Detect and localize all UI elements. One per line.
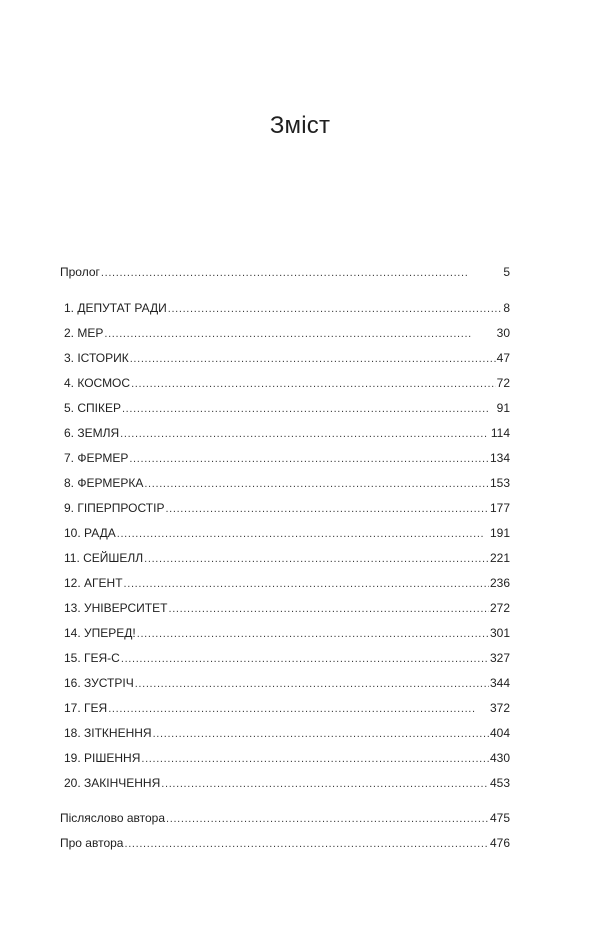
toc-entry-chapter[interactable]	[60, 521, 510, 546]
toc-dot-leader	[141, 747, 489, 772]
toc-entry-chapter[interactable]	[60, 446, 510, 471]
toc-dot-leader	[168, 297, 503, 322]
toc-chapters-section	[60, 296, 510, 796]
toc-entry-page: 91	[496, 401, 510, 415]
toc-entry-page: 191	[489, 526, 510, 540]
toc-entry-page: 453	[489, 776, 510, 790]
toc-entry-label: 18. ЗІТКНЕННЯ	[64, 726, 152, 740]
toc-entry-chapter[interactable]	[60, 396, 510, 421]
toc-dot-leader	[104, 322, 495, 347]
toc-dot-leader	[101, 261, 502, 286]
toc-entry-label: 17. ГЕЯ	[64, 701, 108, 715]
toc-entry-label: 20. ЗАКІНЧЕННЯ	[64, 776, 161, 790]
toc-entry-chapter[interactable]	[60, 571, 510, 596]
page-title: Зміст	[269, 112, 331, 139]
toc-entry-label: 1. ДЕПУТАТ РАДИ	[64, 301, 167, 315]
toc-dot-leader	[131, 372, 496, 397]
toc-entry-page: 236	[489, 576, 510, 590]
toc-entry-page: 72	[496, 376, 510, 390]
toc-entry-page: 372	[489, 701, 510, 715]
toc-dot-leader	[153, 722, 489, 747]
toc-entry-page: 153	[489, 476, 510, 490]
toc-entry-label: 13. УНІВЕРСИТЕТ	[64, 601, 168, 615]
toc-dot-leader	[135, 672, 489, 697]
toc-dot-leader	[120, 422, 490, 447]
toc-entry-label: Про автора	[60, 836, 124, 850]
toc-dot-leader	[124, 572, 489, 597]
toc-entry-page: 134	[489, 451, 510, 465]
toc-dot-leader	[168, 597, 488, 622]
toc-entry-chapter[interactable]	[60, 371, 510, 396]
toc-entry-chapter[interactable]	[60, 746, 510, 771]
toc-entry-label: 11. СЕЙШЕЛЛ	[64, 551, 144, 565]
toc-entry-page: 475	[489, 811, 510, 825]
toc-entry-chapter[interactable]	[60, 546, 510, 571]
toc-entry-chapter[interactable]	[60, 421, 510, 446]
toc-entry-chapter[interactable]	[60, 721, 510, 746]
toc-entry-about-author[interactable]	[60, 831, 510, 856]
toc-entry-page: 177	[489, 501, 510, 515]
toc-entry-page: 476	[489, 836, 510, 850]
toc-entry-label: 5. СПІКЕР	[64, 401, 121, 415]
toc-entry-page: 344	[489, 676, 510, 690]
toc-entry-label: 14. УПЕРЕД!	[64, 626, 136, 640]
toc-dot-leader	[121, 647, 489, 672]
toc-entry-chapter[interactable]	[60, 321, 510, 346]
toc-dot-leader	[144, 547, 489, 572]
toc-entry-label: 9. ГІПЕРПРОСТІР	[64, 501, 165, 515]
toc-entry-label: 2. МЕР	[64, 326, 104, 340]
toc-prologue-section	[60, 260, 510, 285]
toc-entry-label: Післяслово автора	[60, 811, 166, 825]
toc-entry-label: 7. ФЕРМЕР	[64, 451, 129, 465]
toc-dot-leader	[166, 807, 489, 832]
toc-entry-chapter[interactable]	[60, 671, 510, 696]
toc-dot-leader	[129, 447, 489, 472]
toc-dot-leader	[165, 497, 489, 522]
toc-entry-label: 8. ФЕРМЕРКА	[64, 476, 144, 490]
toc-entry-chapter[interactable]	[60, 696, 510, 721]
toc-dot-leader	[130, 347, 496, 372]
toc-dot-leader	[108, 697, 489, 722]
toc-entry-page: 404	[489, 726, 510, 740]
toc-entry-chapter[interactable]	[60, 471, 510, 496]
toc-dot-leader	[144, 472, 489, 497]
toc-entry-page: 5	[503, 265, 510, 279]
toc-dot-leader	[117, 522, 489, 547]
toc-entry-page: 47	[496, 351, 510, 365]
toc-entry-label: 19. РІШЕННЯ	[64, 751, 141, 765]
toc-entry-page: 272	[489, 601, 510, 615]
toc-entry-page: 30	[496, 326, 510, 340]
toc-entry-label: 15. ГЕЯ-С	[64, 651, 120, 665]
toc-entry-label: 6. ЗЕМЛЯ	[64, 426, 120, 440]
toc-entry-page: 114	[490, 426, 510, 440]
toc-entry-chapter[interactable]	[60, 296, 510, 321]
toc-entry-page: 8	[503, 301, 510, 315]
toc-entry-label: 4. КОСМОС	[64, 376, 131, 390]
toc-entry-page: 221	[489, 551, 510, 565]
toc-dot-leader	[122, 397, 496, 422]
toc-entry-label: 3. ІСТОРИК	[64, 351, 129, 365]
toc-dot-leader	[137, 622, 489, 647]
toc-entry-label: 12. АГЕНТ	[64, 576, 123, 590]
toc-backmatter-section	[60, 806, 510, 856]
toc-entry-page: 430	[489, 751, 510, 765]
toc-entry-chapter[interactable]	[60, 496, 510, 521]
toc-entry-chapter[interactable]	[60, 621, 510, 646]
toc-entry-chapter[interactable]	[60, 346, 510, 371]
toc-entry-label: 16. ЗУСТРІЧ	[64, 676, 134, 690]
toc-entry-afterword[interactable]	[60, 806, 510, 831]
toc-dot-leader	[161, 772, 489, 797]
toc-dot-leader	[124, 832, 488, 857]
toc-entry-chapter[interactable]	[60, 596, 510, 621]
toc-entry-chapter[interactable]	[60, 771, 510, 796]
toc-entry-label: 10. РАДА	[64, 526, 116, 540]
toc-entry-label: Пролог	[60, 265, 100, 279]
toc-entry-prologue[interactable]	[60, 260, 510, 285]
toc-entry-page: 301	[489, 626, 510, 640]
toc-entry-page: 327	[489, 651, 510, 665]
toc-entry-chapter[interactable]	[60, 646, 510, 671]
